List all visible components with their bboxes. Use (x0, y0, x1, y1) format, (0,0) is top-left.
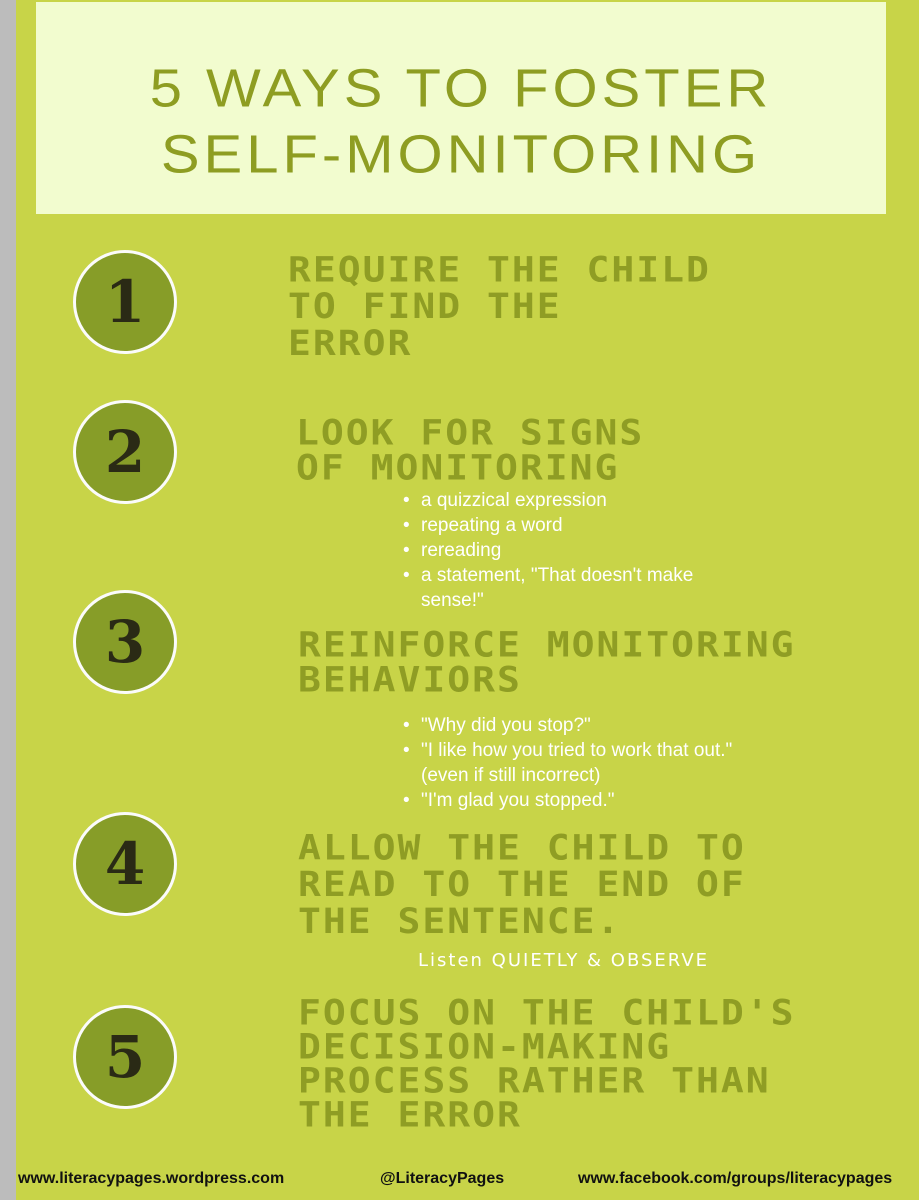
title-banner (36, 2, 886, 214)
step-4-number-badge: 4 (73, 812, 177, 916)
title-line-2: SELF-MONITORING (160, 124, 762, 185)
step-5-heading-line: PROCESS RATHER THAN (298, 1060, 771, 1101)
list-item: • "Why did you stop?" (401, 713, 761, 738)
step-3-number-badge: 3 (73, 590, 177, 694)
footer-twitter-handle[interactable]: @LiteracyPages (380, 1170, 505, 1187)
title-line-1: 5 WAYS TO FOSTER (149, 58, 773, 119)
step-1-heading-line: ERROR (288, 322, 413, 364)
step-4-heading-line: THE SENTENCE. (298, 900, 622, 942)
step-4-heading (298, 827, 746, 942)
list-item: • a quizzical expression (401, 488, 761, 513)
step-1-heading-line: REQUIRE THE CHILD (288, 249, 711, 290)
step-3-heading-line: REINFORCE MONITORING (298, 624, 796, 665)
step-3-bullet-list (401, 713, 761, 813)
step-1-heading (288, 249, 711, 364)
step-5-number-badge: 5 (73, 1005, 177, 1109)
step-2-number-badge: 2 (73, 400, 177, 504)
list-item: • a statement, "That doesn't make sense!" (401, 563, 761, 613)
step-4-heading-line: READ TO THE END OF (298, 864, 746, 905)
step-2-heading (296, 412, 645, 488)
step-1-number-badge: 1 (73, 250, 177, 354)
step-3-heading (298, 624, 796, 700)
footer-blog-link[interactable]: www.literacypages.wordpress.com (18, 1170, 285, 1187)
infographic-page (16, 0, 919, 1200)
step-1-heading-line: TO FIND THE (288, 286, 562, 327)
list-item: • rereading (401, 538, 761, 563)
step-2-bullet-list (401, 488, 761, 613)
footer-facebook-link[interactable]: www.facebook.com/groups/literacypages (578, 1170, 893, 1187)
list-item: • "I'm glad you stopped." (401, 788, 761, 813)
list-item: • "I like how you tried to work that out." (even if still incorrect) (401, 738, 761, 788)
step-5-heading-line: THE ERROR (298, 1094, 522, 1135)
step-3-heading-line: BEHAVIORS (298, 659, 522, 700)
step-5-heading-line: FOCUS ON THE CHILD'S (298, 992, 796, 1033)
step-2-heading-line: OF MONITORING (296, 447, 620, 488)
step-5-heading (298, 992, 796, 1135)
step-5-heading-line: DECISION-MAKING (298, 1026, 672, 1067)
step-4-heading-line: ALLOW THE CHILD TO (298, 827, 746, 868)
list-item: • repeating a word (401, 513, 761, 538)
step-2-heading-line: LOOK FOR SIGNS (296, 412, 645, 453)
step-4-note: Listen QUIETLY & OBSERVE (418, 950, 710, 971)
